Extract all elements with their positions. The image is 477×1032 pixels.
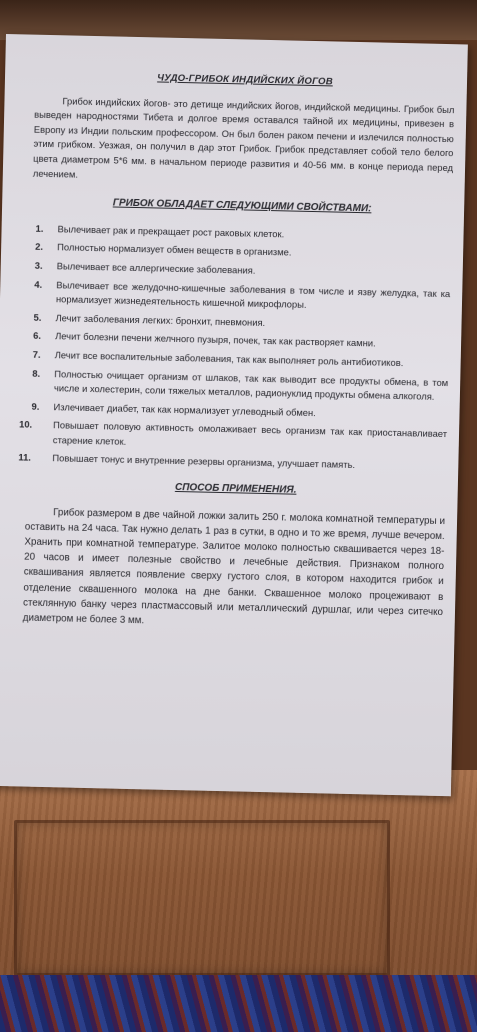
property-item bbox=[28, 366, 449, 405]
property-text: Лечит заболевания легких: бронхит, пневмония. bbox=[55, 311, 266, 328]
intro-paragraph: Грибок индийских йогов- это детище индийских йогов, индийской медицины. Грибок был выведен народностями Тибета и долгое время оставался тайной их медицины, привезен в Европу из Индии польским профессором. Он был болен раком печени и излечился полностью этим грибком. Уезжая, он получил в дар этот Грибок. Грибок представляет собой тело белого цвета диаметром 5*6 мм. в начальном периоде развития и 40-56 мм. в конце периода перед лечением. bbox=[32, 94, 455, 180]
property-number: 7. bbox=[32, 348, 41, 360]
document-title: ЧУДО-ГРИБОК ИНДИЙСКИХ ЙОГОВ bbox=[157, 72, 333, 88]
property-text: Повышает половую активность омолаживает весь организм так как приостанавливает старение клеток. bbox=[52, 419, 448, 447]
property-text: Вылечивает рак и прекращает рост раковых клеток. bbox=[57, 222, 285, 240]
paper-sheet bbox=[0, 34, 468, 796]
property-number: 9. bbox=[31, 400, 40, 412]
property-text: Полностью нормализует обмен веществ в организме. bbox=[57, 241, 292, 258]
background-top bbox=[0, 0, 477, 40]
property-number: 3. bbox=[34, 259, 43, 271]
property-text: Лечит болезни печени желчного пузыря, почек, так как растворяет камни. bbox=[55, 330, 376, 349]
property-number: 1. bbox=[35, 222, 44, 234]
property-number: 10. bbox=[19, 418, 33, 430]
property-text: Полностью очищает организм от шлаков, так как выводит все продукты обмена, в том числе и холестерин, соли тяжелых металлов, радионуклид продукты обмена алкоголя. bbox=[53, 367, 449, 402]
property-item bbox=[30, 277, 451, 316]
properties-list bbox=[18, 221, 451, 475]
property-number: 2. bbox=[35, 241, 44, 253]
method-paragraph: Грибок размером в две чайной ложки залить 250 г. молока комнатной температуры и оставить на 24 часа. Так нужно делать 1 раз в сутки, в одно и то же время, лучше вечером. Хранить при комнатной температуре. Залитое молоко полностью сквашивается через 18-20 часов и имеет полезные свойство и лечебные действия. Признаком полного сквашивания является появление сверху густого слоя, в котором находится грибок и отделение сквашенного молока на дне банки. Сквашенное молоко процеживают в стеклянную банку через пластмассовый или металлический дуршлаг, или через ситечко диаметром не более 3 мм. bbox=[22, 506, 446, 627]
property-text: Вылечивает все аллергические заболевания. bbox=[56, 260, 256, 276]
property-number: 6. bbox=[33, 330, 42, 342]
property-text: Повышает тонус и внутренние резервы организма, улучшает память. bbox=[52, 452, 356, 471]
properties-heading: ГРИБОК ОБЛАДАЕТ СЛЕДУЮЩИМИ СВОЙСТВАМИ: bbox=[112, 197, 372, 215]
property-number: 11. bbox=[18, 451, 32, 464]
method-heading: СПОСОБ ПРИМЕНЕНИЯ. bbox=[174, 482, 297, 496]
property-number: 4. bbox=[34, 278, 43, 290]
property-text: Лечит все воспалительные заболевания, так как выполняет роль антибиотиков. bbox=[54, 349, 404, 369]
property-text: Излечивает диабет, так как нормализует углеводный обмен. bbox=[53, 400, 316, 418]
cabinet-panel bbox=[14, 820, 390, 976]
property-number: 8. bbox=[32, 367, 41, 379]
property-text: Вылечивает все желудочно-кишечные заболевания в том числе и язву желудка, так ка нормализует жизнедеятельность кишечной микрофлоры. bbox=[55, 278, 451, 311]
carpet bbox=[0, 975, 477, 1032]
document-content bbox=[18, 69, 456, 636]
property-number: 5. bbox=[33, 311, 42, 323]
property-item bbox=[19, 418, 448, 457]
